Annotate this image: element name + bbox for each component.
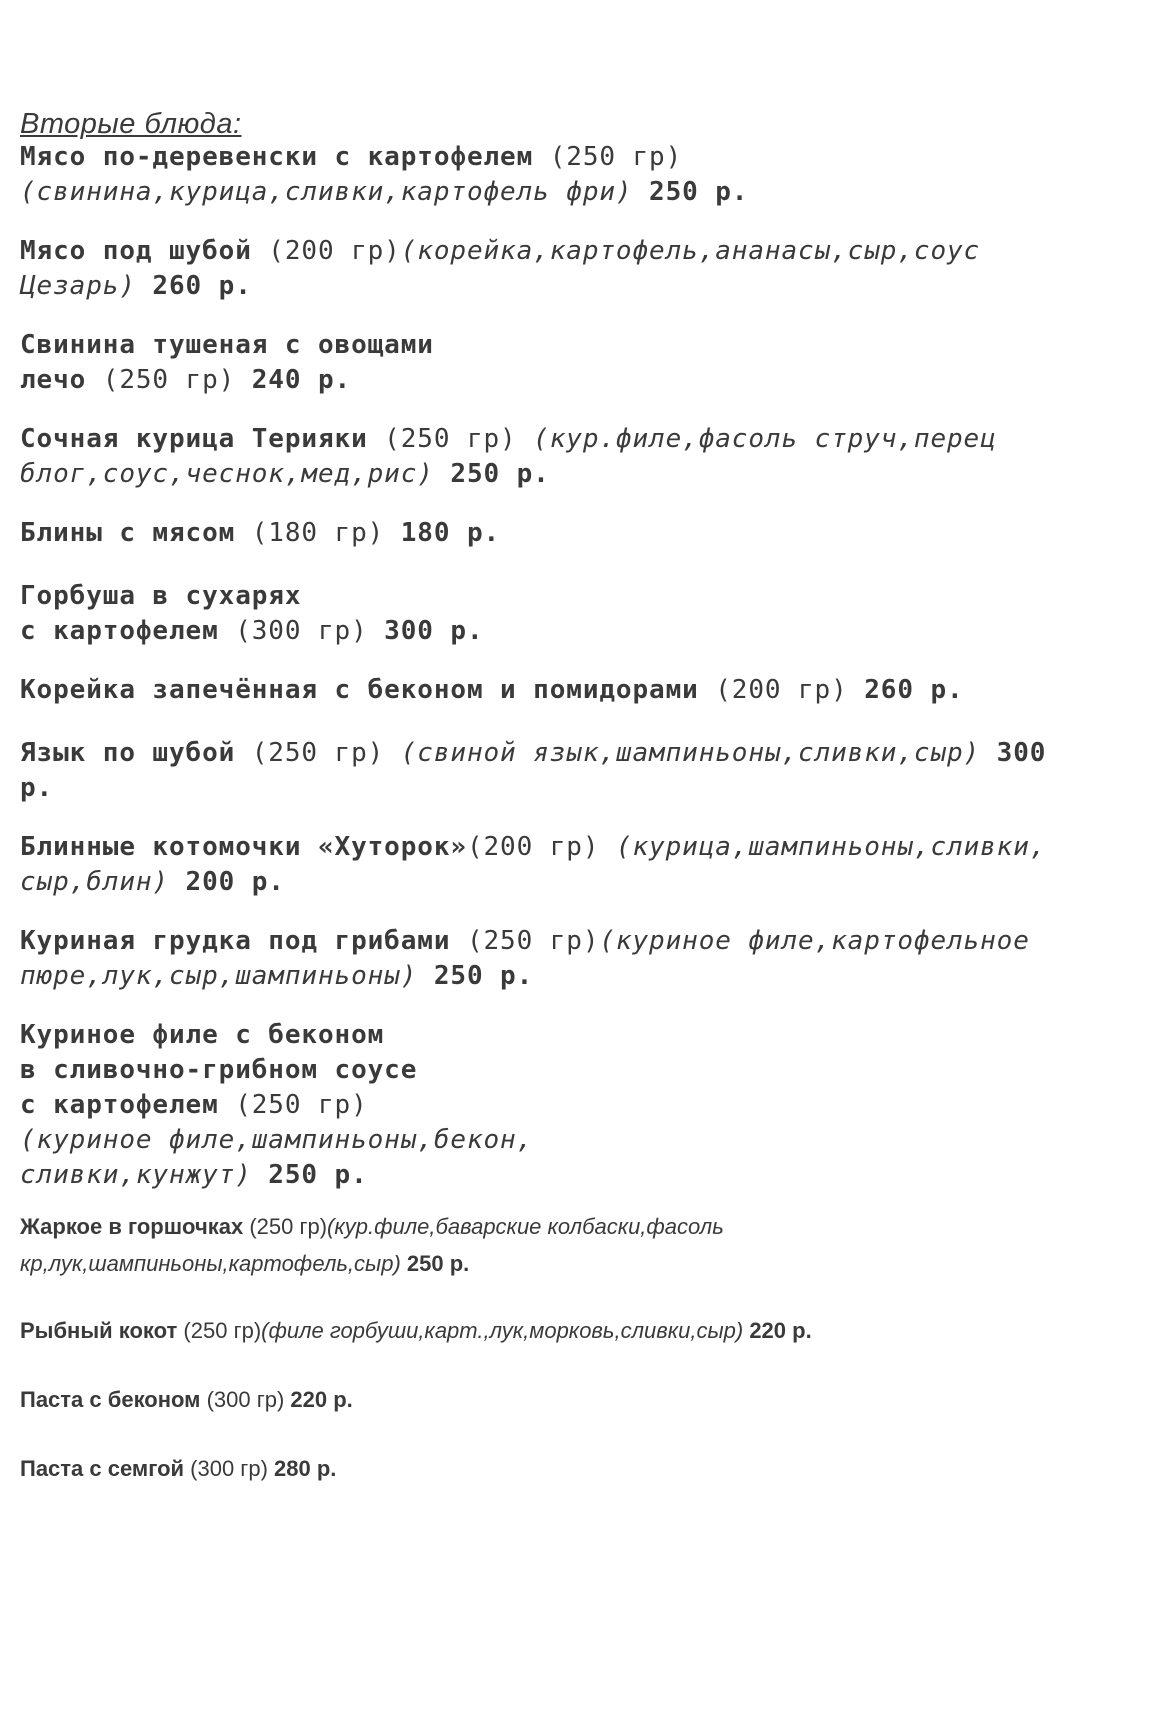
menu-item-line (20, 1450, 336, 1487)
menu-item-weight: (250 гр) (235, 738, 385, 768)
menu-item (20, 234, 980, 304)
menu-item-weight: (180 гр) (235, 518, 385, 548)
menu-item-line (20, 1208, 724, 1245)
menu-item-line (20, 457, 997, 492)
menu-item-line (20, 673, 964, 708)
menu-item-weight: (200 гр) (466, 832, 600, 862)
menu-item-weight: (250 гр) (86, 365, 236, 395)
menu-item-text-bold: 260 р. (135, 271, 252, 301)
menu-item (20, 516, 500, 551)
menu-item-text-bold: Сочная курица Терияки (20, 424, 368, 454)
menu-item-text-bold: 220 р. (284, 1387, 353, 1412)
menu-item-text-bold: 240 р. (235, 365, 352, 395)
menu-item-ingredients: (кур.филе,фасоль струч,перец (516, 424, 997, 454)
menu-item (20, 1450, 336, 1487)
menu-item (20, 328, 434, 398)
menu-item-text-bold: Язык по шубой (20, 738, 236, 768)
menu-item (20, 1312, 812, 1349)
menu-item-weight: (250 гр) (367, 424, 517, 454)
menu-item-text-bold: лечо (20, 365, 87, 395)
menu-item-ingredients: (свиной язык,шампиньоны,сливки,сыр) (384, 738, 981, 768)
menu-item-weight: (200 гр) (251, 236, 401, 266)
menu-item-ingredients: сливки,кунжут) (20, 1160, 252, 1190)
menu-item-text-bold: Паста с беконом (20, 1387, 201, 1412)
menu-item-text-bold: 250 р. (632, 177, 749, 207)
menu-item-line (20, 516, 500, 551)
menu-item-text-bold: 300 (980, 738, 1047, 768)
menu-item (20, 736, 1046, 806)
menu-item (20, 1208, 724, 1282)
menu-item-text-bold: Куриное филе с беконом (20, 1020, 385, 1050)
menu-item-ingredients: сыр,блин) (20, 867, 169, 897)
menu-item-line (20, 1312, 812, 1349)
menu-item-line (20, 736, 1046, 771)
menu-item (20, 673, 964, 708)
menu-item-ingredients: блог,соус,чеснок,мед,рис) (20, 459, 434, 489)
menu-item-text-bold: Мясо под шубой (20, 236, 252, 266)
menu-item-text-bold: Рыбный кокот (20, 1318, 178, 1343)
menu-item-text-bold: 250 р. (251, 1160, 368, 1190)
menu-item-line (20, 269, 980, 304)
menu-item-line (20, 422, 997, 457)
menu-item-line (20, 614, 484, 649)
menu-item-ingredients: (куриное филе,картофельное (599, 926, 1030, 956)
menu-item-weight: (300 гр) (218, 616, 368, 646)
menu-item-text-bold: Мясо по-деревенски с картофелем (20, 142, 534, 172)
menu-item-ingredients: пюре,лук,сыр,шампиньоны) (20, 961, 418, 991)
menu-item-weight: (250 гр) (450, 926, 600, 956)
menu-item-ingredients: (филе горбуши,карт.,лук,морковь,сливки,сыр) (261, 1318, 744, 1343)
menu-item-text-bold: Блинные котомочки «Хуторок» (20, 832, 467, 862)
menu-item-text-bold: Корейка запечённая с беконом и помидорами (20, 675, 699, 705)
menu-item-ingredients: (свинина,курица,сливки,картофель фри) (20, 177, 633, 207)
menu-item (20, 140, 748, 210)
menu-item-line (20, 959, 1030, 994)
menu-item-text-bold: с картофелем (20, 1090, 219, 1120)
menu-item (20, 1381, 353, 1418)
menu-item-line (20, 234, 980, 269)
menu-item-ingredients: (корейка,картофель,ананасы,сыр,соус (400, 236, 981, 266)
section-heading: Вторые блюда: (20, 108, 242, 140)
menu-item-line (20, 771, 1046, 806)
menu-item-line (20, 1018, 533, 1053)
menu-item-line (20, 140, 748, 175)
menu-item-text-bold: 250 р. (417, 961, 534, 991)
menu-item-ingredients: кр,лук,шампиньоны,картофель,сыр) (20, 1251, 401, 1276)
menu-item-weight: (300 гр) (184, 1456, 268, 1481)
menu-item-line (20, 175, 748, 210)
menu-item-line (20, 865, 1046, 900)
menu-item-line (20, 830, 1046, 865)
menu-item-text-bold: 220 р. (743, 1318, 812, 1343)
menu-item-line (20, 328, 434, 363)
menu-item-line (20, 1381, 353, 1418)
menu-item-text-bold: с картофелем (20, 616, 219, 646)
menu-item-text-bold: Блины с мясом (20, 518, 236, 548)
menu-item-line (20, 924, 1030, 959)
menu-item-text-bold: Куриная грудка под грибами (20, 926, 451, 956)
menu-item-weight: (300 гр) (200, 1387, 285, 1412)
menu-item-text-bold: 180 р. (384, 518, 501, 548)
menu-item-line (20, 1158, 533, 1193)
menu-item-text-bold: 250 р. (400, 1251, 470, 1276)
menu-item-text-bold: 300 р. (367, 616, 484, 646)
menu-item-text-bold: в сливочно-грибном соусе (20, 1055, 418, 1085)
menu-item-weight: (250 гр) (218, 1090, 368, 1120)
menu-item (20, 422, 997, 492)
menu-item-text-bold: Горбуша в сухарях (20, 581, 302, 611)
menu-item-text-bold: Паста с семгой (20, 1456, 185, 1481)
menu-item-line (20, 1088, 533, 1123)
menu-item-line (20, 1245, 724, 1282)
menu-item (20, 1018, 533, 1193)
menu-item (20, 579, 484, 649)
menu-item-text-bold: 200 р. (168, 867, 285, 897)
menu-item-weight: (250 гр) (243, 1214, 328, 1239)
menu-item-ingredients: (курица,шампиньоны,сливки, (599, 832, 1047, 862)
menu-item-line (20, 1123, 533, 1158)
menu-item-text-bold: 260 р. (847, 675, 964, 705)
menu-item-weight: (200 гр) (698, 675, 848, 705)
menu-item-line (20, 363, 434, 398)
menu-item-ingredients: Цезарь) (20, 271, 136, 301)
menu-item-text-bold: Жаркое в горшочках (20, 1214, 244, 1239)
menu-item-text-bold: р. (20, 773, 54, 803)
menu-item-text-bold: Свинина тушеная с овощами (20, 330, 434, 360)
menu-item-text-bold: 250 р. (433, 459, 550, 489)
menu-item-weight: (250 гр) (533, 142, 683, 172)
menu-item-ingredients: (кур.филе,баварские колбаски,фасоль (327, 1214, 724, 1239)
menu-item-ingredients: (куриное филе,шампиньоны,бекон, (20, 1125, 534, 1155)
menu-item-line (20, 579, 484, 614)
menu-item (20, 924, 1030, 994)
menu-item-line (20, 1053, 533, 1088)
menu-item-weight: (250 гр) (177, 1318, 262, 1343)
menu-item (20, 830, 1046, 900)
menu-item-text-bold: 280 р. (267, 1456, 337, 1481)
